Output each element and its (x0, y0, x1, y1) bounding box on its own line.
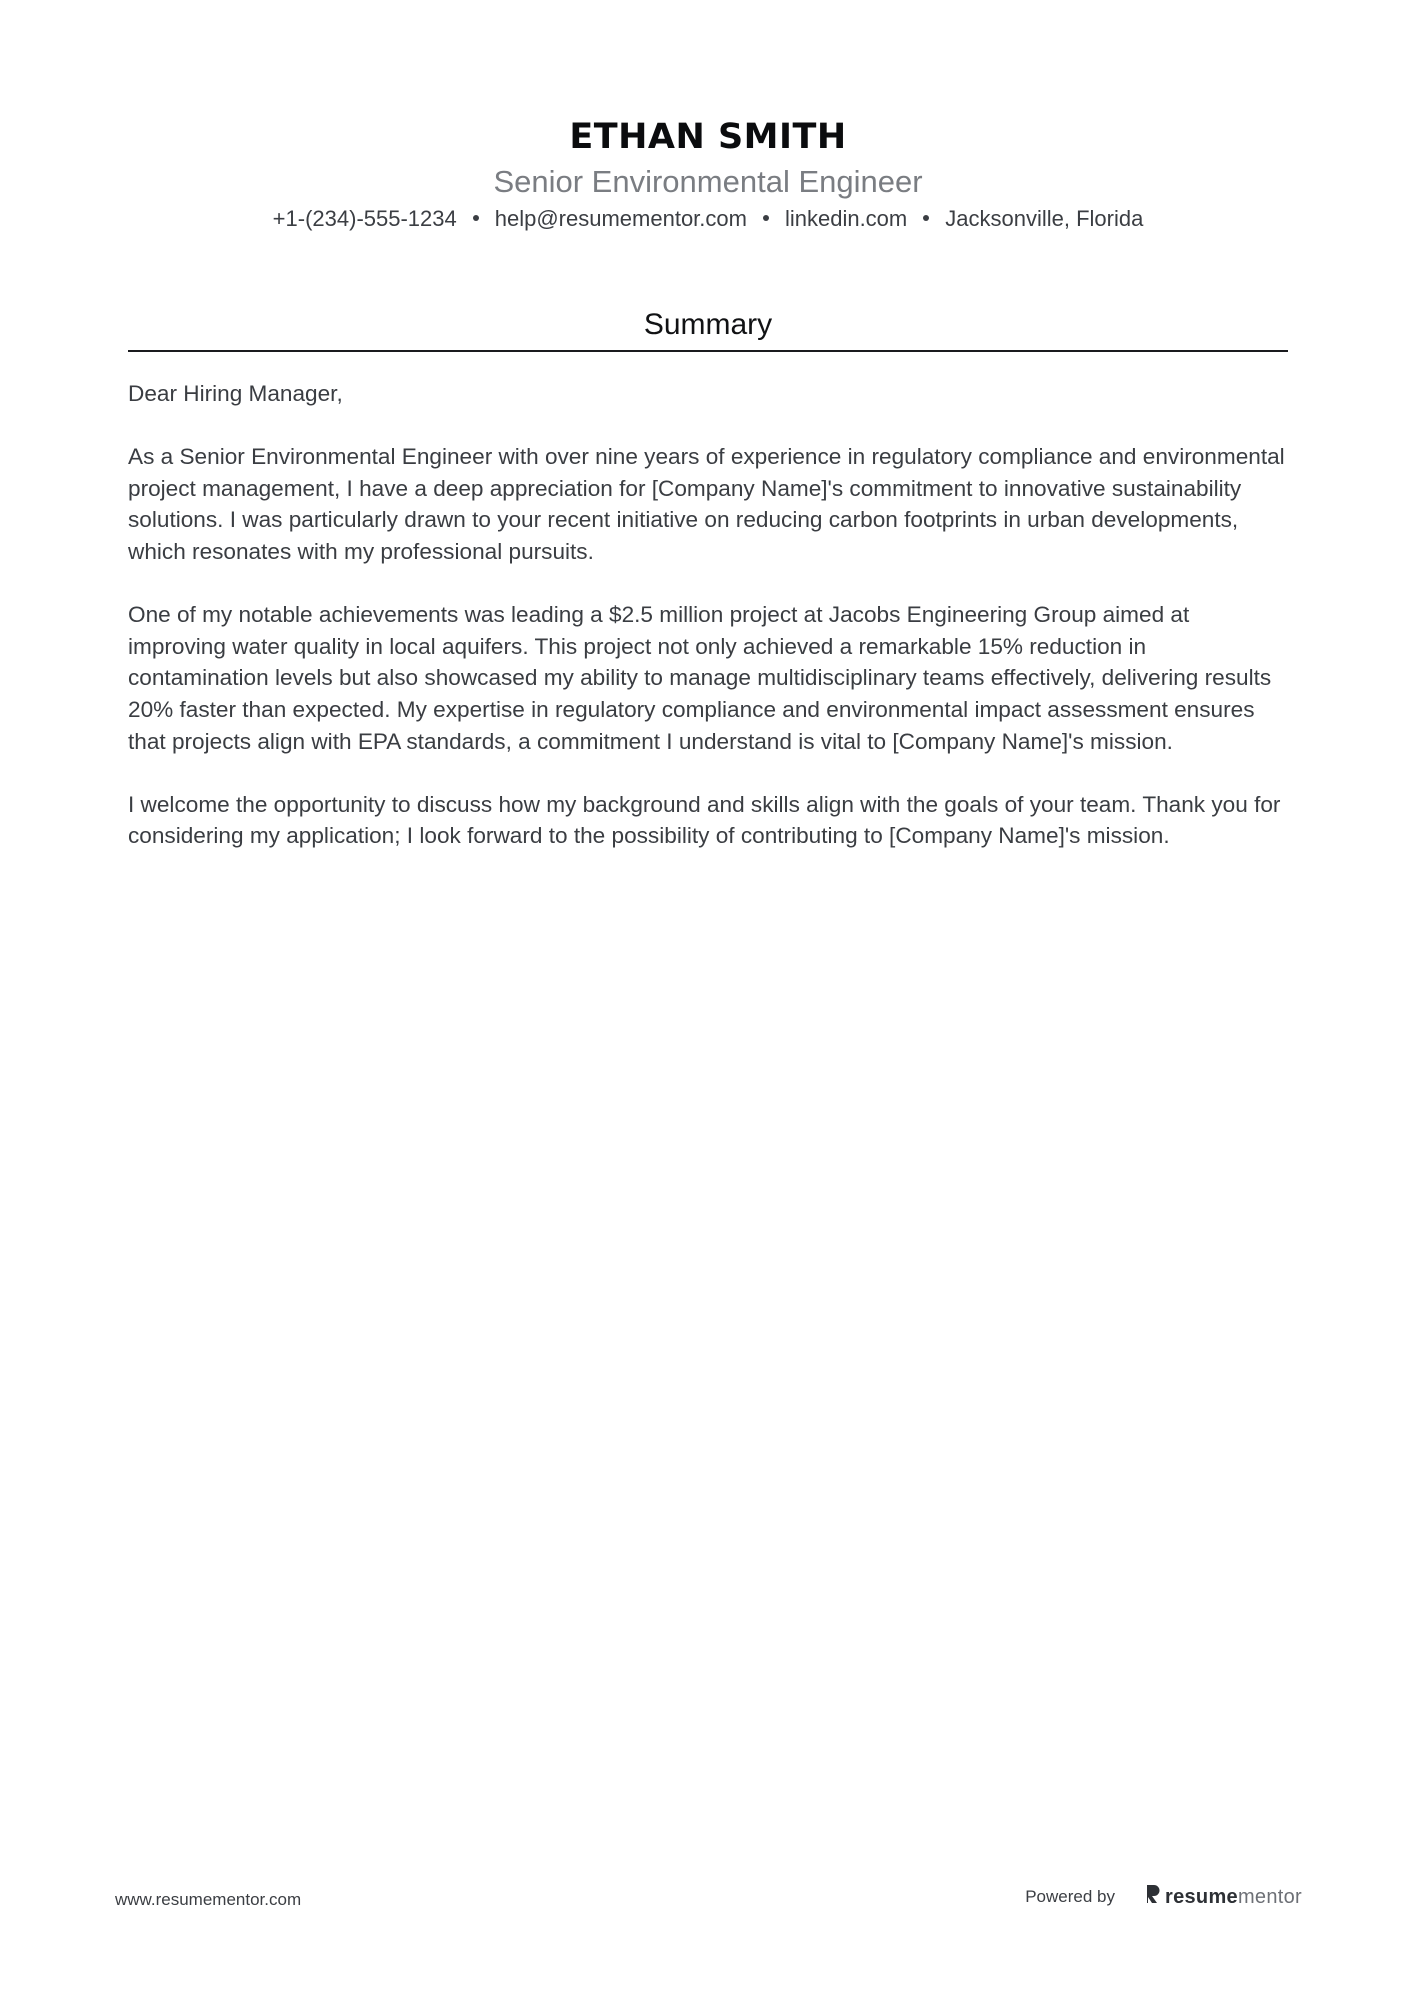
resumementor-logo-icon (1145, 1884, 1161, 1910)
resumementor-logo[interactable] (1145, 1884, 1302, 1910)
bullet-separator (473, 215, 479, 221)
logo-text-light: mentor (1237, 1885, 1302, 1908)
footer-branding (1025, 1884, 1302, 1910)
letter-paragraph: I welcome the opportunity to discuss how my background and skills align with the goals of your team. Thank you for considering my application; I look forward to the possibility of contributing to [Company Name]'s mission. (128, 791, 1281, 849)
job-title: Senior Environmental Engineer (493, 164, 923, 199)
salutation: Dear Hiring Manager, (128, 381, 343, 406)
logo-text-bold: resume (1165, 1885, 1238, 1908)
contact-line (128, 204, 1288, 234)
header (128, 112, 1288, 234)
letter-paragraph: As a Senior Environmental Engineer with over nine years of experience in regulatory compliance and environmental project management, I have a deep appreciation for [Company Name]'s commitment to innovative sustainability solutions. I was particularly drawn to your recent initiative on reducing carbon footprints in urban developments, which resonates with my professional pursuits. (128, 444, 1285, 564)
contact-phone: +1-(234)-555-1234 (272, 206, 457, 231)
contact-email[interactable]: help@resumementor.com (494, 206, 747, 231)
candidate-name: ETHAN SMITH (569, 117, 847, 157)
contact-linkedin[interactable]: linkedin.com (784, 206, 908, 231)
letter-body (128, 378, 1290, 884)
letter-paragraph: One of my notable achievements was leading a $2.5 million project at Jacobs Engineering Group aimed at improving water quality in local aquifers. This project not only achieved a remarkable 15% reduction in contamination levels but also showcased my ability to manage multidisciplinary teams effectively, delivering results 20% faster than expected. My expertise in regulatory compliance and environmental impact assessment ensures that projects align with EPA standards, a commitment I understand is vital to [Company Name]'s mission. (128, 602, 1272, 754)
section-divider (128, 350, 1288, 352)
bullet-separator (763, 215, 769, 221)
bullet-separator (923, 215, 929, 221)
section-title: Summary (643, 308, 773, 341)
powered-by-label: Powered by (1025, 1887, 1115, 1906)
contact-location: Jacksonville, Florida (945, 206, 1144, 231)
footer-website[interactable]: www.resumementor.com (115, 1890, 302, 1909)
